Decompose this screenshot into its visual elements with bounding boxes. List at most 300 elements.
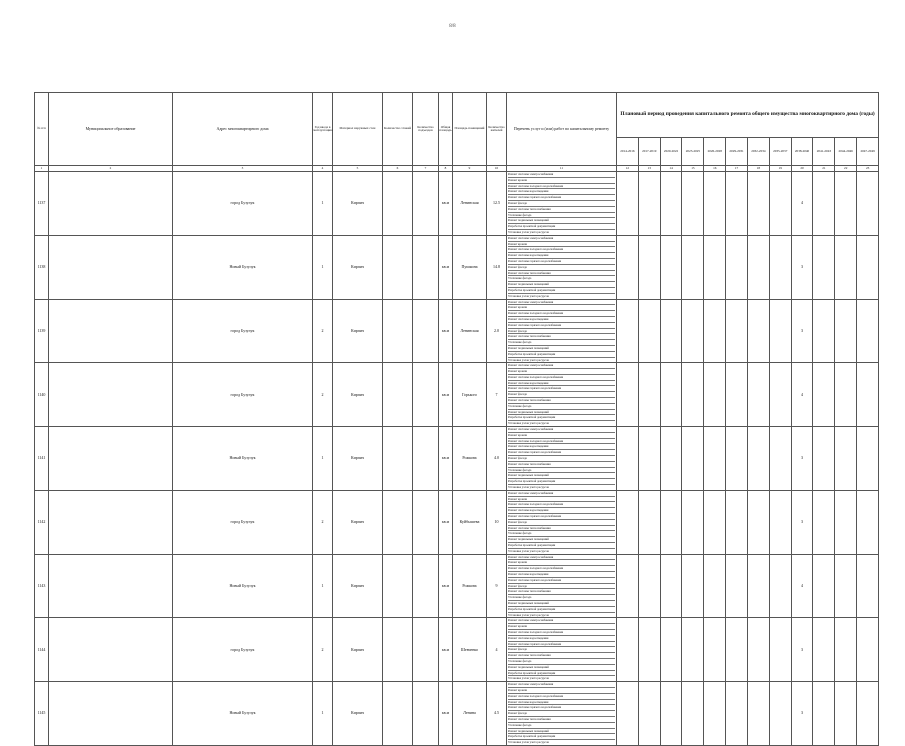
work-item: Установка узлов учета ресурсов [508,740,549,745]
work-item: Ремонт системы электроснабжения [508,236,615,242]
year-cell [813,363,835,427]
work-item: Утепление фасада [508,723,615,729]
row-floors [383,299,413,363]
row-floors [383,682,413,746]
row-entrances [413,235,439,299]
work-item: Ремонт системы теплоснабжения [508,271,615,277]
work-item: Ремонт системы электроснабжения [508,618,615,624]
column-number: 21 [813,166,835,172]
row-unit: кв.м [439,554,453,618]
row-number: 1137 [35,172,49,236]
row-unit: кв.м [439,363,453,427]
work-item: Утепление фасада [508,595,615,601]
year-cell [617,172,639,236]
year-cell [726,363,748,427]
work-item: Ремонт системы холодного водоснабжения [508,630,615,636]
work-item: Ремонт системы электроснабжения [508,427,615,433]
column-number: 15 [682,166,704,172]
table-row [35,682,879,746]
row-year: 1 [313,427,333,491]
header-year-2032-2034: 2032-2034 [747,138,769,166]
row-municipality [49,682,173,746]
column-number: 7 [413,166,439,172]
work-item: Ремонт фасада [508,520,615,526]
column-number: 23 [857,166,879,172]
header-year-entry: Год ввода в эксплуатацию [313,93,333,166]
work-item: Разработка проектной документации [508,224,615,230]
work-item: Ремонт системы холодного водоснабжения [508,311,615,317]
year-cell [704,427,726,491]
header-address: Адрес многоквартирного дома [173,93,313,166]
year-cell [660,235,682,299]
work-item: Установка узлов учета ресурсов [508,421,549,426]
work-item: Ремонт подвальных помещений [508,218,615,224]
row-municipality [49,554,173,618]
row-municipality [49,363,173,427]
row-address: город Бузулук [173,172,313,236]
year-cell [813,172,835,236]
work-item: Ремонт системы теплоснабжения [508,334,615,340]
work-item: Ремонт кровли [508,178,615,184]
work-item: Ремонт подвальных помещений [508,346,615,352]
work-item: Ремонт системы электроснабжения [508,172,615,178]
column-number: 4 [313,166,333,172]
year-cell [638,172,660,236]
table-row [35,235,879,299]
year-cell [835,363,857,427]
row-year: 2 [313,363,333,427]
column-number: 14 [660,166,682,172]
row-number: 1143 [35,554,49,618]
work-item: Разработка проектной документации [508,479,615,485]
header-total-area: Общая площадь [439,93,453,166]
row-year: 1 [313,682,333,746]
row-works-list [507,554,617,618]
row-works-list [507,618,617,682]
row-entrances [413,172,439,236]
year-cell: 3 [791,235,813,299]
year-cell [704,682,726,746]
repair-schedule-table [34,92,879,746]
column-number: 9 [453,166,487,172]
year-cell [704,299,726,363]
year-cell: 4 [791,172,813,236]
work-item: Ремонт системы теплоснабжения [508,526,615,532]
year-cell [617,490,639,554]
year-cell [747,235,769,299]
row-number: 1142 [35,490,49,554]
work-item: Установка узлов учета ресурсов [508,229,549,234]
row-works-list [507,172,617,236]
work-item: Ремонт системы горячего водоснабжения [508,578,615,584]
work-item: Ремонт системы холодного водоснабжения [508,566,615,572]
year-cell [704,618,726,682]
work-item: Ремонт системы теплоснабжения [508,207,615,213]
table-row [35,554,879,618]
row-address: город Бузулук [173,618,313,682]
row-number: 1144 [35,618,49,682]
work-item: Ремонт системы водоотведения [508,381,615,387]
year-cell [704,235,726,299]
work-item: Ремонт системы горячего водоснабжения [508,323,615,329]
work-item: Утепление фасада [508,213,615,219]
work-item: Ремонт системы электроснабжения [508,491,615,497]
year-cell [726,172,748,236]
column-number: 3 [173,166,313,172]
row-works-list [507,235,617,299]
row-floors [383,172,413,236]
year-cell: 3 [791,490,813,554]
work-item: Утепление фасада [508,340,615,346]
year-cell [660,363,682,427]
row-house-number: 7 [487,363,507,427]
work-item: Ремонт кровли [508,433,615,439]
work-item: Ремонт подвальных помещений [508,601,615,607]
work-item: Ремонт кровли [508,688,615,694]
row-street: Горького [453,363,487,427]
year-cell [747,299,769,363]
year-cell [660,682,682,746]
year-cell [835,235,857,299]
table-row [35,299,879,363]
row-house-number: 4 [487,618,507,682]
year-cell [682,618,704,682]
row-address: город Бузулук [173,490,313,554]
year-cell [769,618,791,682]
work-item: Ремонт системы электроснабжения [508,363,615,369]
year-cell [682,682,704,746]
year-cell [769,490,791,554]
header-year-2035-2037: 2035-2037 [769,138,791,166]
work-item: Ремонт кровли [508,497,615,503]
header-period-title: Плановый период проведения капитального ремонта общего имущества многоквартирного дома (годы) [617,93,879,138]
row-unit: кв.м [439,172,453,236]
work-item: Утепление фасада [508,659,615,665]
year-cell [638,363,660,427]
row-municipality [49,618,173,682]
header-residents: Количество жителей [487,93,507,166]
header-entrances: Количество подъездов [413,93,439,166]
work-item: Ремонт системы водоотведения [508,189,615,195]
year-cell [726,490,748,554]
work-item: Утепление фасада [508,531,615,537]
row-material: Кирпич [333,682,383,746]
year-cell [660,490,682,554]
row-year: 2 [313,299,333,363]
year-cell [857,363,879,427]
year-cell [617,682,639,746]
row-address: город Бузулук [173,363,313,427]
work-item: Установка узлов учета ресурсов [508,676,549,681]
year-cell [813,299,835,363]
header-year-2044-2046: 2044-2046 [835,138,857,166]
year-cell [813,490,835,554]
work-item: Ремонт системы электроснабжения [508,300,615,306]
work-item: Ремонт подвальных помещений [508,473,615,479]
year-cell [726,554,748,618]
work-item: Ремонт системы теплоснабжения [508,653,615,659]
work-item: Ремонт подвальных помещений [508,729,615,735]
row-house-number: 4.5 [487,682,507,746]
work-item: Разработка проектной документации [508,288,615,294]
row-street: Ленинская [453,172,487,236]
year-cell [638,682,660,746]
header-year-2029-2031: 2029-2031 [726,138,748,166]
work-item: Ремонт системы холодного водоснабжения [508,184,615,190]
year-cell [682,363,704,427]
row-street: Ленина [453,682,487,746]
row-house-number: 9 [487,554,507,618]
year-cell [835,682,857,746]
table-row [35,172,879,236]
work-item: Ремонт системы теплоснабжения [508,589,615,595]
year-cell: 3 [791,299,813,363]
year-cell [769,682,791,746]
header-year-2017-2019: 2017-2019 [638,138,660,166]
column-number: 18 [747,166,769,172]
row-unit: кв.м [439,427,453,491]
year-cell [617,427,639,491]
row-unit: кв.м [439,682,453,746]
work-item: Установка узлов учета ресурсов [508,357,549,362]
work-item: Утепление фасада [508,276,615,282]
work-item: Ремонт системы водоотведения [508,317,615,323]
work-item: Ремонт системы электроснабжения [508,555,615,561]
year-cell [682,299,704,363]
work-item: Ремонт системы теплоснабжения [508,398,615,404]
work-item: Ремонт фасада [508,456,615,462]
year-cell [617,363,639,427]
work-item: Ремонт системы водоотведения [508,700,615,706]
year-cell [682,554,704,618]
row-municipality [49,299,173,363]
row-municipality [49,427,173,491]
work-item: Ремонт системы холодного водоснабжения [508,247,615,253]
row-entrances [413,682,439,746]
row-number: 1140 [35,363,49,427]
row-material: Кирпич [333,363,383,427]
work-item: Установка узлов учета ресурсов [508,293,549,298]
work-item: Ремонт фасада [508,392,615,398]
repair-schedule-table-wrapper [34,92,878,745]
year-cell [726,618,748,682]
row-house-number: 2.0 [487,299,507,363]
year-cell [747,682,769,746]
column-number: 16 [704,166,726,172]
row-address: Новый Бузулук [173,427,313,491]
header-year-2026-2028: 2026-2028 [704,138,726,166]
year-cell [835,490,857,554]
row-year: 1 [313,235,333,299]
work-item: Утепление фасада [508,404,615,410]
row-street: Шевченко [453,618,487,682]
work-item: Ремонт кровли [508,242,615,248]
column-number: 20 [791,166,813,172]
year-cell [617,618,639,682]
row-floors [383,490,413,554]
column-number: 10 [487,166,507,172]
table-row [35,618,879,682]
header-num: № п/п [35,93,49,166]
row-street: Рожкова [453,554,487,618]
work-item: Ремонт системы горячего водоснабжения [508,259,615,265]
row-year: 1 [313,172,333,236]
work-item: Ремонт фасада [508,265,615,271]
row-address: город Бузулук [173,299,313,363]
work-item: Утепление фасада [508,468,615,474]
work-item: Ремонт фасада [508,711,615,717]
row-year: 2 [313,490,333,554]
row-number: 1138 [35,235,49,299]
year-cell [726,682,748,746]
work-item: Разработка проектной документации [508,352,615,358]
work-item: Ремонт системы горячего водоснабжения [508,386,615,392]
header-wall-material: Материал наружных стен [333,93,383,166]
row-number: 1141 [35,427,49,491]
year-cell [769,427,791,491]
year-cell [835,427,857,491]
year-cell: 3 [791,618,813,682]
work-item: Ремонт системы теплоснабжения [508,462,615,468]
year-cell [835,554,857,618]
table-row [35,363,879,427]
header-year-2038-2040: 2038-2040 [791,138,813,166]
year-cell [682,172,704,236]
year-cell: 4 [791,554,813,618]
work-item: Ремонт кровли [508,369,615,375]
year-cell [857,427,879,491]
year-cell [857,490,879,554]
work-item: Ремонт фасада [508,201,615,207]
row-works-list [507,363,617,427]
column-number: 8 [439,166,453,172]
year-cell [638,299,660,363]
row-floors [383,618,413,682]
year-cell [769,172,791,236]
row-entrances [413,554,439,618]
year-cell [638,554,660,618]
row-year: 1 [313,554,333,618]
work-item: Разработка проектной документации [508,415,615,421]
column-number: 1 [35,166,49,172]
work-item: Ремонт системы водоотведения [508,444,615,450]
work-item: Ремонт системы водоотведения [508,508,615,514]
year-cell [617,299,639,363]
row-unit: кв.м [439,235,453,299]
row-works-list [507,427,617,491]
work-item: Ремонт системы водоотведения [508,572,615,578]
year-cell: 3 [791,427,813,491]
row-material: Кирпич [333,172,383,236]
year-cell [704,172,726,236]
year-cell: 4 [791,363,813,427]
row-unit: кв.м [439,299,453,363]
year-cell [769,363,791,427]
year-cell [660,427,682,491]
column-number: 12 [617,166,639,172]
row-address: Новый Бузулук [173,682,313,746]
year-cell [835,299,857,363]
header-premises-area: Площадь помещений [453,93,487,166]
header-floors: Количество этажей [383,93,413,166]
header-year-2041-2043: 2041-2043 [813,138,835,166]
year-cell [747,427,769,491]
row-number: 1145 [35,682,49,746]
row-house-number: 10 [487,490,507,554]
row-material: Кирпич [333,554,383,618]
column-number: 6 [383,166,413,172]
row-unit: кв.м [439,490,453,554]
row-street: Пушкина [453,235,487,299]
column-number: 11 [507,166,617,172]
year-cell [857,172,879,236]
year-cell [704,490,726,554]
work-item: Установка узлов учета ресурсов [508,485,549,490]
row-floors [383,554,413,618]
year-cell [747,618,769,682]
year-cell [638,427,660,491]
row-year: 2 [313,618,333,682]
row-material: Кирпич [333,427,383,491]
year-cell [726,427,748,491]
column-number: 2 [49,166,173,172]
work-item: Ремонт подвальных помещений [508,537,615,543]
year-cell [813,682,835,746]
row-works-list [507,490,617,554]
row-address: Новый Бузулук [173,235,313,299]
row-unit: кв.м [439,618,453,682]
year-cell [682,427,704,491]
work-item: Ремонт системы горячего водоснабжения [508,514,615,520]
table-body [35,166,879,746]
year-cell [617,554,639,618]
year-cell [682,235,704,299]
row-street: Куйбышева [453,490,487,554]
year-cell [726,299,748,363]
work-item: Ремонт системы водоотведения [508,636,615,642]
work-item: Ремонт системы горячего водоснабжения [508,642,615,648]
header-year-2023-2025: 2023-2025 [682,138,704,166]
row-street: Ленинская [453,299,487,363]
year-cell [660,172,682,236]
row-entrances [413,427,439,491]
year-cell [747,172,769,236]
year-cell [813,618,835,682]
work-item: Ремонт системы горячего водоснабжения [508,450,615,456]
work-item: Ремонт системы теплоснабжения [508,717,615,723]
work-item: Разработка проектной документации [508,671,615,677]
table-row [35,490,879,554]
year-cell [747,554,769,618]
work-item: Ремонт фасада [508,584,615,590]
row-material: Кирпич [333,299,383,363]
year-cell [813,427,835,491]
work-item: Ремонт системы холодного водоснабжения [508,502,615,508]
work-item: Установка узлов учета ресурсов [508,612,549,617]
table-row [35,427,879,491]
row-floors [383,427,413,491]
year-cell [747,363,769,427]
row-street: Рожкова [453,427,487,491]
work-item: Ремонт системы горячего водоснабжения [508,705,615,711]
year-cell [747,490,769,554]
work-item: Разработка проектной документации [508,734,615,740]
year-cell [857,235,879,299]
row-municipality [49,235,173,299]
row-entrances [413,363,439,427]
header-works: Перечень услуг и (или) работ по капитальному ремонту [507,93,617,166]
year-cell [857,554,879,618]
